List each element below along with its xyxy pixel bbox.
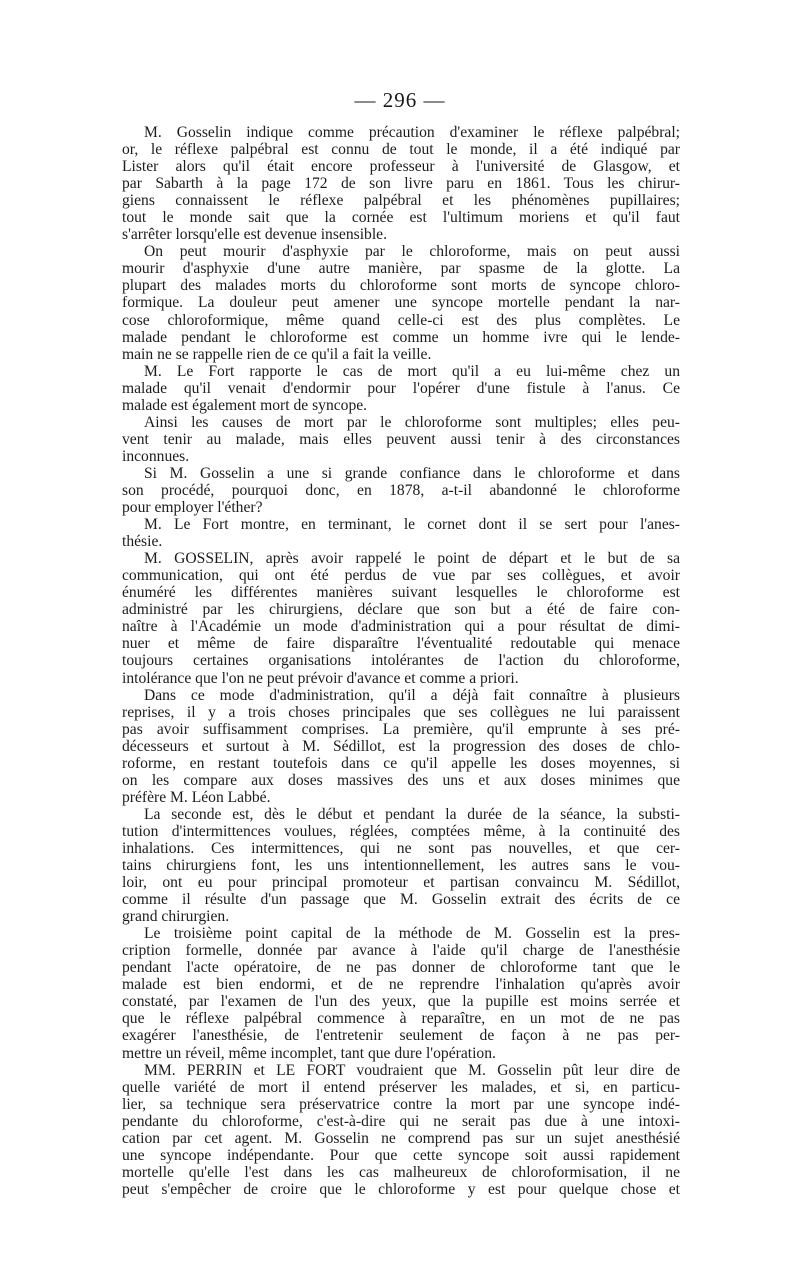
text-line: thésie. — [122, 533, 163, 551]
text-line: énuméré les différentes manières suivant lesquelles le chloroforme est — [122, 584, 680, 602]
text-line: son procédé, pourquoi donc, en 1878, a-t-il abandonné le chloroforme — [122, 481, 680, 499]
text-line: cation par cet agent. M. Gosselin ne comprend pas sur un sujet anesthésié — [122, 1129, 680, 1147]
text-line: grand chirurgien. — [122, 908, 230, 926]
text-line: lier, sa technique sera préservatrice contre la mort par une syncope indé- — [122, 1095, 680, 1113]
text-line: mourir d'asphyxie d'une autre manière, par spasme de la glotte. La — [122, 260, 680, 278]
text-line: tains chirurgiens font, les uns intentionnellement, les autres sans le vou- — [122, 857, 680, 875]
text-line: loir, ont eu pour principal promoteur et partisan convaincu M. Sédillot, — [122, 874, 680, 892]
text-line: cose chloroformique, même quand celle-ci est des plus complètes. Le — [122, 311, 680, 329]
text-line: exagérer l'anesthésie, de l'entretenir seulement de façon à ne pas per- — [122, 1027, 680, 1045]
text-line: main ne se rappelle rien de ce qu'il a fait la veille. — [122, 345, 432, 363]
text-line: Le troisième point capital de la méthode de M. Gosselin est la pres- — [144, 925, 680, 943]
text-line: communication, qui ont été perdus de vue par ses collègues, et avoir — [122, 567, 680, 585]
text-line: Si M. Gosselin a une si grande confiance dans le chloroforme et dans — [144, 464, 680, 482]
text-line: comme il résulte d'un passage que M. Gosselin extrait des écrits de ce — [122, 891, 680, 909]
text-line: constaté, par l'examen de l'un des yeux, que la pupille est moins serrée et — [122, 993, 680, 1011]
text-line: or, le réflexe palpébral est connu de tout le monde, il a été indiqué par — [122, 141, 680, 159]
text-line: toujours certaines organisations intolérantes de l'action du chloroforme, — [122, 652, 680, 670]
text-line: pendante du chloroforme, c'est-à-dire qui ne serait pas due à une intoxi- — [122, 1112, 680, 1130]
text-line: malade est bien endormi, et de ne reprendre l'inhalation qu'après avoir — [122, 976, 680, 994]
text-line: cription formelle, donnée par avance à l'aide qu'il charge de l'anesthésie — [122, 942, 680, 960]
text-line: formique. La douleur peut amener une syncope mortelle pendant la nar- — [122, 294, 680, 312]
text-line: M. Gosselin indique comme précaution d'examiner le réflexe palpébral; — [144, 124, 680, 141]
text-line: naître à l'Académie un mode d'administration qui a pour résultat de dimi- — [122, 618, 680, 636]
text-line: On peut mourir d'asphyxie par le chloroforme, mais on peut aussi — [144, 243, 680, 261]
text-line: malade pendant le chloroforme est comme un homme ivre qui le lende- — [122, 328, 680, 346]
text-line: roforme, en restant toutefois dans ce qu'il appelle les doses moyennes, si — [122, 754, 680, 772]
text-line: pas avoir suffisamment comprises. La première, qu'il emprunte à ses pré- — [122, 720, 680, 738]
text-line: intolérance que l'on ne peut prévoir d'avance et comme a priori. — [122, 669, 519, 687]
body-text — [122, 124, 680, 1198]
text-line: malade qu'il venait d'endormir pour l'opérer d'une fistule à l'anus. Ce — [122, 379, 680, 397]
text-line: tout le monde sait que la cornée est l'ultimum moriens et qu'il faut — [122, 209, 680, 227]
text-line: mortelle qu'elle l'est dans les cas malheureux de chloroformisation, il ne — [122, 1163, 680, 1181]
text-line: Dans ce mode d'administration, qu'il a déjà fait connaître à plusieurs — [144, 686, 680, 704]
text-line: inhalations. Ces intermittences, qui ne sont pas nouvelles, et que cer- — [122, 839, 680, 857]
text-line: vent tenir au malade, mais elles peuvent aussi tenir à des circonstances — [122, 430, 680, 448]
text-line: MM. PERRIN et LE FORT voudraient que M. Gosselin pût leur dire de — [144, 1061, 680, 1079]
text-line: s'arrêter lorsqu'elle est devenue insensible. — [122, 226, 387, 244]
text-line: Lister alors qu'il était encore professeur à l'université de Glasgow, et — [122, 158, 680, 176]
text-line: giens connaissent le réflexe palpébral et les phénomènes pupillaires; — [122, 192, 680, 210]
text-line: mettre un réveil, même incomplet, tant que dure l'opération. — [122, 1044, 496, 1062]
text-line: pour employer l'éther? — [122, 499, 263, 517]
text-line: Ainsi les causes de mort par le chloroforme sont multiples; elles peu- — [144, 413, 680, 431]
text-line: que le réflexe palpébral commence à reparaître, en un mot de ne pas — [122, 1010, 680, 1028]
text-line: pendant l'acte opératoire, de ne pas donner de chloroforme tant que le — [122, 959, 680, 977]
text-line: administré par les chirurgiens, déclare que son but a été de faire con- — [122, 601, 680, 619]
text-line: plupart des malades morts du chloroforme sont morts de syncope chloro- — [122, 277, 680, 295]
text-line: par Sabarth à la page 172 de son livre paru en 1861. Tous les chirur- — [122, 175, 680, 193]
text-line: La seconde est, dès le début et pendant la durée de la séance, la substi- — [144, 805, 680, 823]
text-line: M. Le Fort rapporte le cas de mort qu'il a eu lui-même chez un — [144, 362, 680, 380]
text-line: tution d'intermittences voulues, réglées, comptées même, à la continuité des — [122, 822, 680, 840]
text-line: reprises, il y a trois choses principales que ses collègues ne lui paraissent — [122, 703, 680, 721]
text-line: quelle variété de mort il entend préserver les malades, et si, en particu- — [122, 1078, 680, 1096]
text-line: nuer et même de faire disparaître l'éventualité redoutable qui menace — [122, 635, 680, 653]
text-line: M. GOSSELIN, après avoir rappelé le point de départ et le but de sa — [144, 550, 680, 568]
text-line: on les compare aux doses massives des uns et aux doses minimes que — [122, 771, 680, 789]
page-number: — 296 — — [354, 88, 446, 112]
text-line: préfère M. Léon Labbé. — [122, 788, 271, 806]
text-line: inconnues. — [122, 447, 190, 465]
text-line: une syncope indépendante. Pour que cette syncope soit aussi rapidement — [122, 1146, 680, 1164]
text-line: malade est également mort de syncope. — [122, 396, 368, 414]
text-line: peut s'empêcher de croire que le chloroforme y est pour quelque chose et — [122, 1180, 680, 1198]
text-line: M. Le Fort montre, en terminant, le cornet dont il se sert pour l'anes- — [144, 516, 680, 534]
text-line: décesseurs et surtout à M. Sédillot, est la progression des doses de chlo- — [122, 737, 680, 755]
